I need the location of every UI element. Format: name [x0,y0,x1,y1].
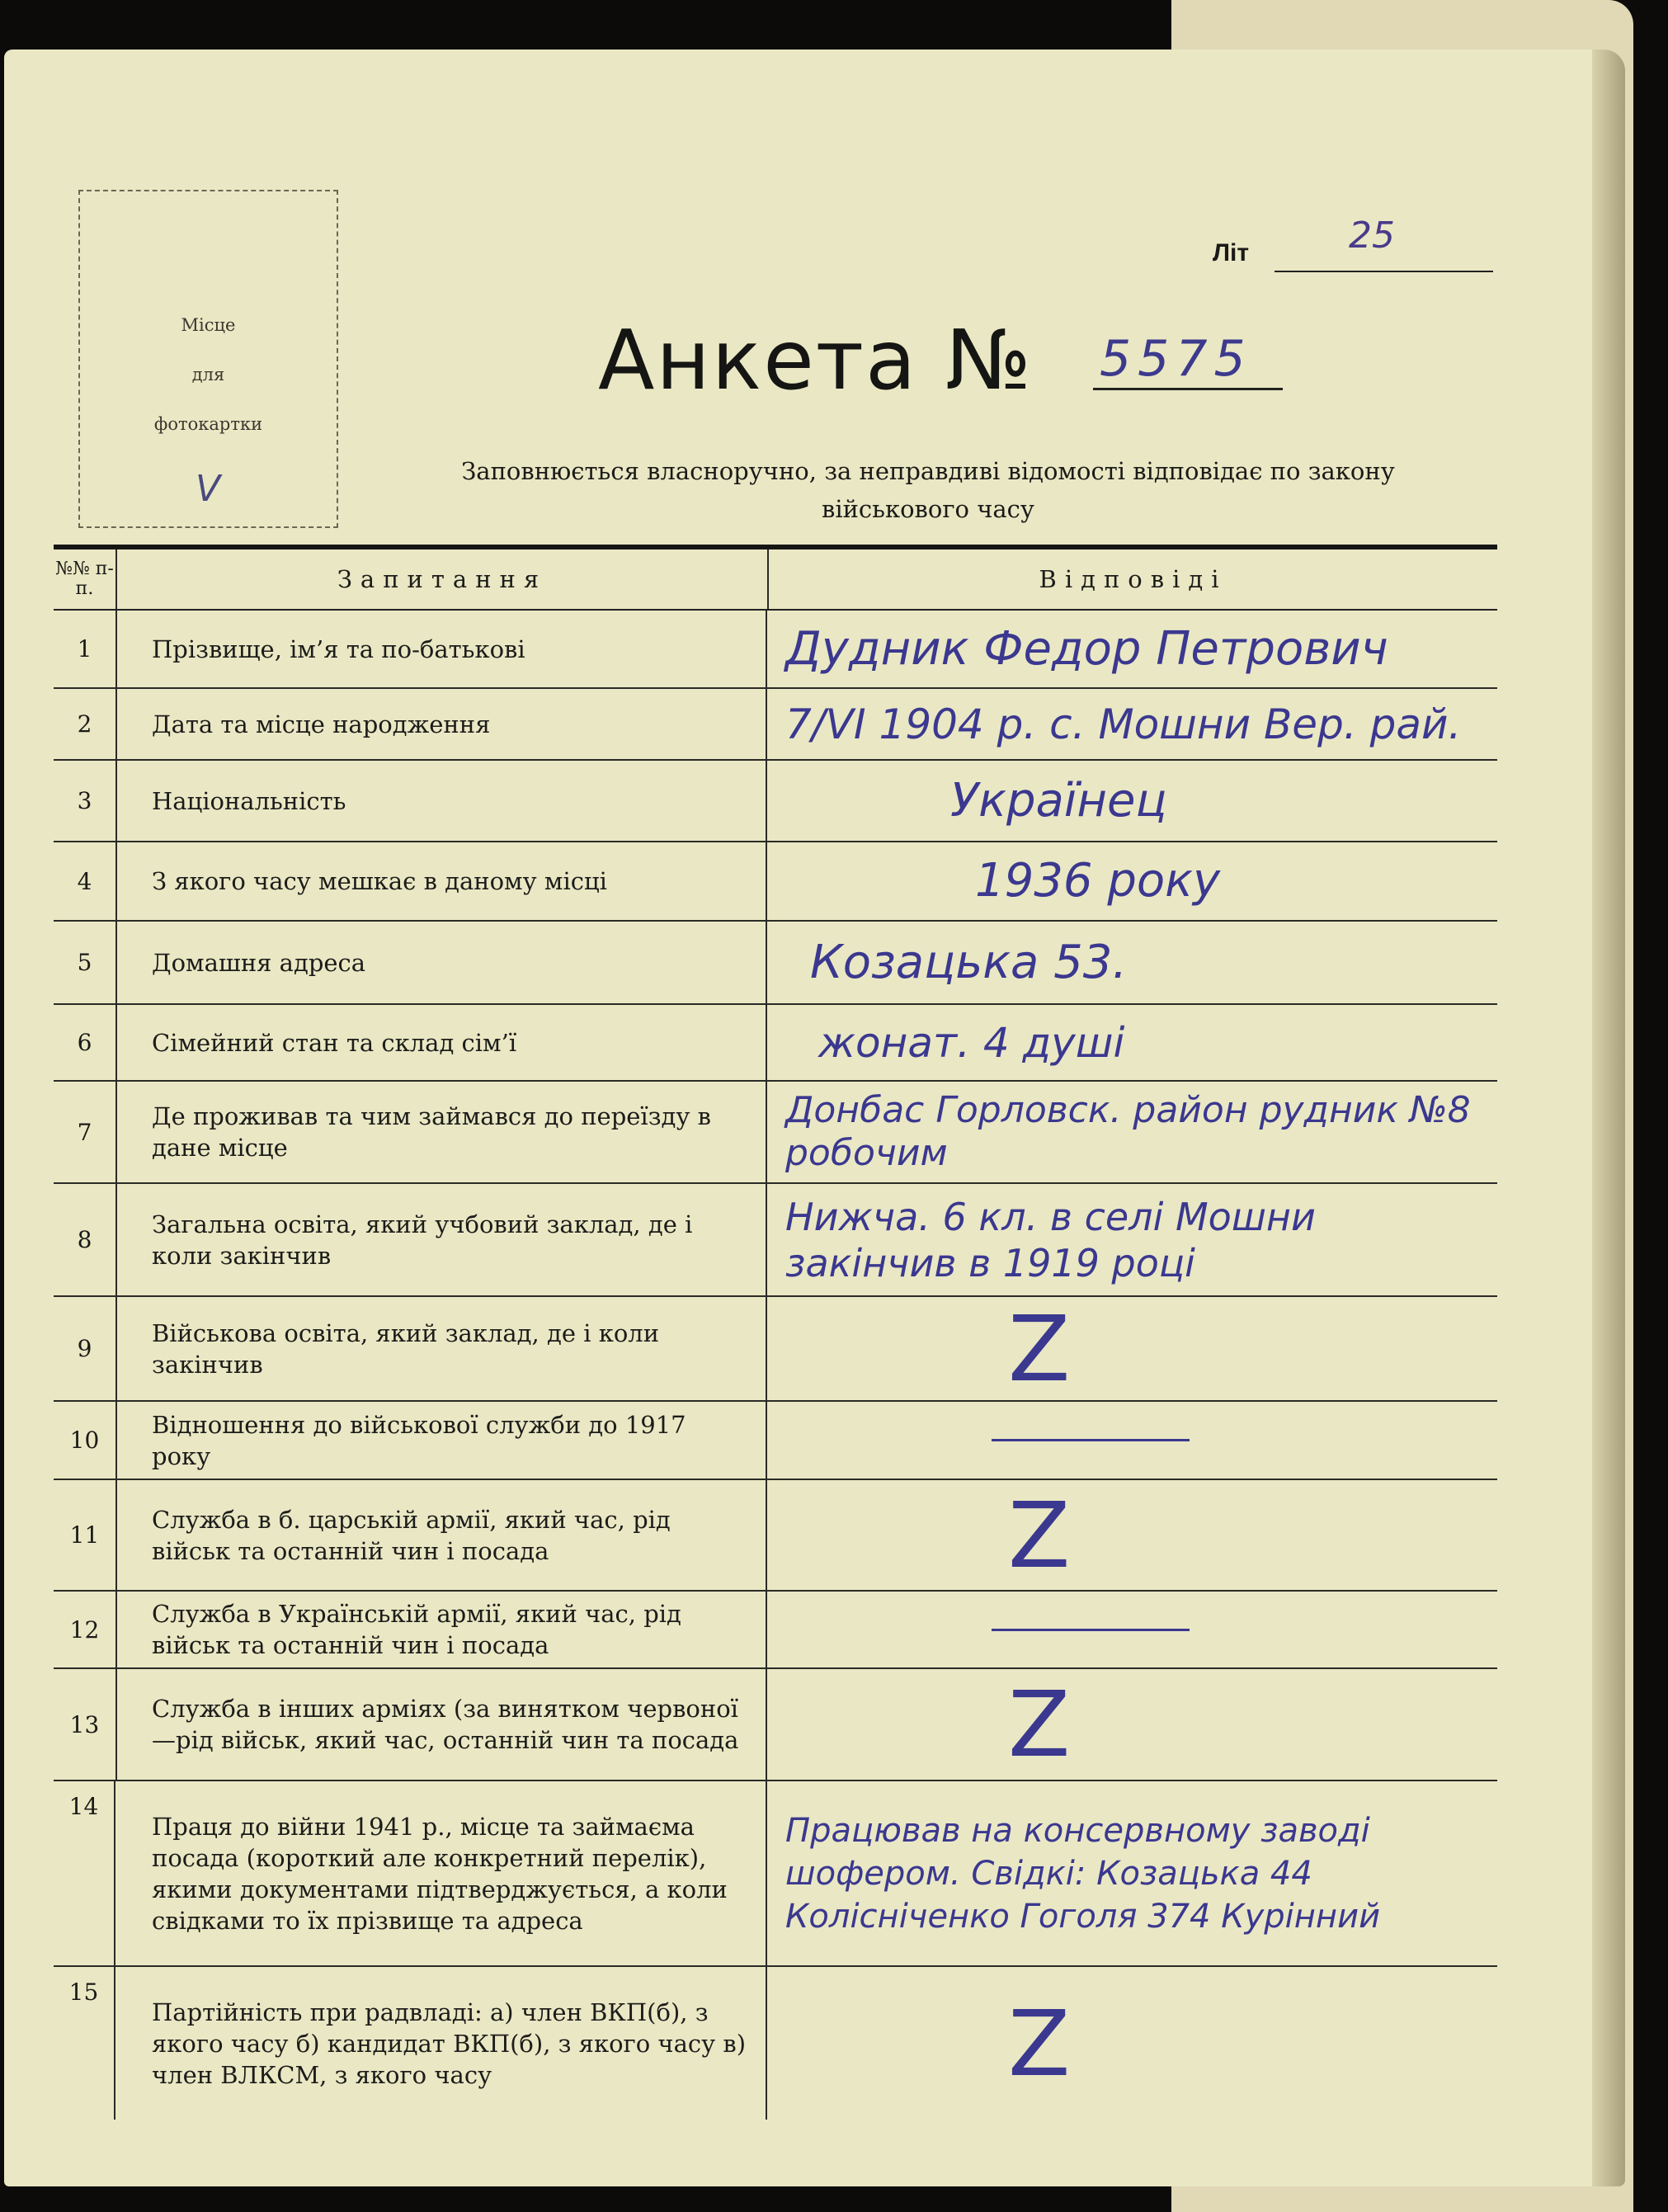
table-row [54,1592,1497,1669]
photo-label-line: для [191,365,225,384]
dash-z-mark: Z [1008,1295,1071,1402]
row-number: 5 [54,922,117,1003]
row-answer: Нижча. 6 кл. в селі Мошни закінчив в 1919 році [785,1194,1316,1285]
photo-placeholder [78,190,338,528]
table-row [54,922,1497,1005]
row-number: 6 [54,1005,117,1080]
dash-z-mark: Z [1008,1990,1071,2096]
form-number-line [1093,388,1283,390]
subtitle-line: військового часу [822,495,1034,523]
row-question: З якого часу мешкає в даному місці [117,842,767,920]
dash-mark [992,1439,1190,1441]
table-row [54,842,1497,922]
row-question: Домашня адреса [117,922,767,1003]
dash-z-mark: Z [1008,1672,1071,1777]
table-row [54,761,1497,842]
questionnaire-table [54,545,1497,2120]
row-number: 10 [54,1402,117,1479]
subtitle-line: Заповнюється власноручно, за неправдиві відомості відповідає по закону [461,457,1395,485]
dash-mark [992,1629,1190,1631]
row-number: 9 [54,1297,117,1400]
row-question: Праця до війни 1941 р., місце та займаєма посада (короткий але конкретний перелік), якими документами підтверджується, а коли свідками то їх прізвище та адреса [117,1781,767,1965]
row-question: Служба в б. царській армії, який час, рід військ та останній чин і посада [117,1480,767,1590]
row-answer: жонат. 4 душі [818,1018,1125,1067]
table-row [54,1669,1497,1781]
row-answer [769,1297,1497,1400]
table-row [54,1297,1497,1402]
row-question: Служба в Українській армії, який час, рід військ та останній чин і посада [117,1592,767,1667]
table-row [54,1480,1497,1592]
row-number: 2 [54,689,117,759]
row-question: Сімейний стан та склад сім’ї [117,1005,767,1080]
row-question: Де проживав та чим займався до переїзду в дане місце [117,1082,767,1182]
row-number: 8 [54,1184,117,1295]
page-edge [1592,50,1625,2186]
row-answer [769,1592,1497,1667]
row-question: Дата та місце народження [117,689,767,759]
row-answer [769,1967,1497,2120]
table-row [54,1184,1497,1297]
photo-label-line: Місце [181,315,236,335]
row-number: 13 [54,1669,117,1780]
subtitle [367,452,1489,528]
row-number: 12 [54,1592,117,1667]
table-row [54,1082,1497,1184]
table-row [54,1005,1497,1082]
questionnaire-page [4,50,1625,2186]
table-row [54,689,1497,761]
row-number: 7 [54,1082,117,1182]
row-answer: Українец [950,773,1167,828]
row-answer: Працював на консервному заводі шофером. Свідкі: Козацька 44 Колісніченко Гоголя 374 Курінний [785,1811,1381,1936]
row-question: Прізвище, ім’я та по-батькові [117,611,767,687]
row-number: 4 [54,842,117,920]
row-answer [769,1669,1497,1780]
row-answer: 1936 року [975,854,1221,908]
row-answer: Дудник Федор Петрович [785,621,1388,676]
row-number: 11 [54,1480,117,1590]
table-row [54,1967,1497,2120]
sheet-number: 25 [1349,215,1395,257]
row-answer [769,1402,1497,1479]
row-question: Загальна освіта, який учбовий заклад, де і коли закінчив [117,1184,767,1295]
row-answer: 7/VI 1904 р. с. Мошни Вер. рай. [785,700,1462,748]
col-header-answer: Відповіді [1039,565,1227,593]
col-header-question: Запитання [117,549,769,609]
row-answer [769,1480,1497,1590]
form-number: 5575 [1100,330,1252,388]
row-number: 14 [54,1781,115,1965]
row-question: Військова освіта, який заклад, де і коли закінчив [117,1297,767,1400]
row-answer: Козацька 53. [810,935,1128,989]
row-answer: Донбас Горловск. район рудник №8 робочим [785,1089,1471,1174]
dash-z-mark: Z [1008,1482,1071,1588]
sheet-label: Літ [1213,239,1250,266]
page-title: Анкета № [598,312,1034,408]
col-header-number: №№ п-п. [54,549,117,609]
row-question: Партійність при радвладі: а) член ВКП(б), з якого часу б) кандидат ВКП(б), з якого часу в) член ВЛКСМ, з якого часу [117,1967,767,2120]
photo-label-line: фотокартки [153,414,263,434]
table-row [54,1402,1497,1480]
row-number: 3 [54,761,117,841]
row-question: Національність [117,761,767,841]
sheet-number-line [1275,271,1493,272]
row-number: 15 [54,1967,115,2120]
table-row [54,1781,1497,1967]
row-question: Відношення до військової служби до 1917 року [117,1402,767,1479]
row-number: 1 [54,611,117,687]
table-header [54,549,1497,611]
row-question: Служба в інших арміях (за винятком червоної—рід військ, який час, останній чин та посада [117,1669,767,1780]
table-row [54,611,1497,689]
photo-check-mark: V [196,468,221,510]
